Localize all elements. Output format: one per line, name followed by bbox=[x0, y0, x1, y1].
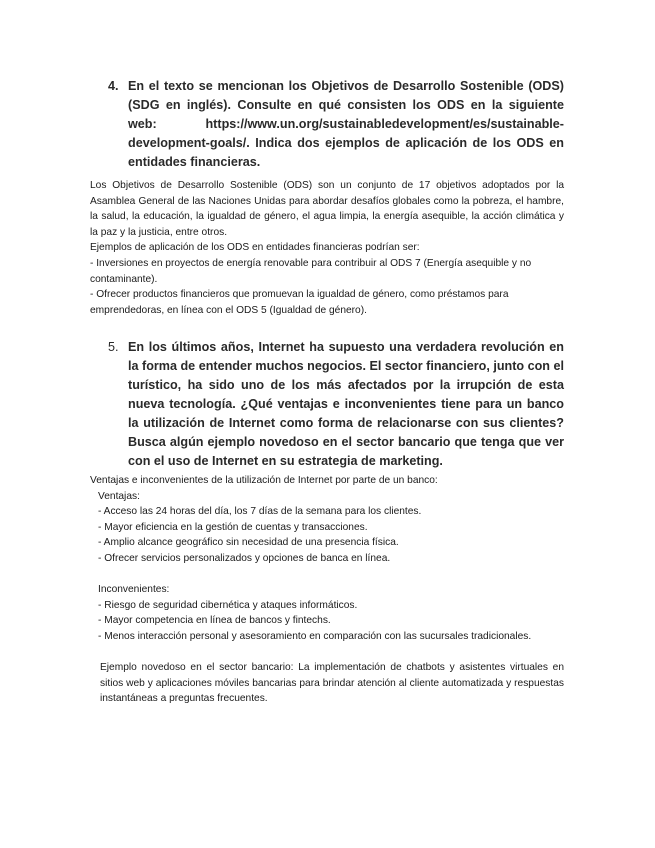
answer-5 bbox=[90, 473, 564, 707]
question-4-number: 4. bbox=[108, 79, 119, 93]
question-4 bbox=[108, 77, 564, 172]
question-5-number: 5. bbox=[108, 340, 119, 354]
answer-4-example-2: - Ofrecer productos financieros que promuevan la igualdad de género, como préstamos para emprendedoras, en línea con el ODS 5 (Igualdad de género). bbox=[90, 289, 509, 316]
disadvantage-item: - Riesgo de seguridad cibernética y ataques informáticos. bbox=[98, 599, 358, 611]
advantage-item: - Mayor eficiencia en la gestión de cuentas y transacciones. bbox=[98, 521, 368, 533]
spacer bbox=[90, 567, 564, 583]
advantage-item: - Amplio alcance geográfico sin necesidad de una presencia física. bbox=[98, 537, 399, 549]
answer-4-intro: Los Objetivos de Desarrollo Sostenible (ODS) son un conjunto de 17 objetivos adoptados por la Asamblea General de las Naciones Unidas para abordar desafíos globales como la pobreza, el hambre, la salud, la educación, la igualdad de género, el agua limpia, la energía asequible, la acción climática y la paz y la justicia, entre otros. bbox=[90, 180, 564, 238]
disadvantages-title: Inconvenientes: bbox=[98, 584, 170, 596]
question-5 bbox=[108, 338, 564, 471]
question-4-text: En el texto se mencionan los Objetivos de Desarrollo Sostenible (ODS) (SDG en inglés). Consulte en qué consisten los ODS en la siguiente web: https://www.un.org/sustainabledevelopment/es/sustainable-development-goals/. Indica dos ejemplos de aplicación de los ODS en entidades financieras. bbox=[128, 79, 564, 169]
spacer bbox=[90, 645, 564, 661]
advantage-item: - Acceso las 24 horas del día, los 7 días de la semana para los clientes. bbox=[98, 506, 422, 518]
advantage-item: - Ofrecer servicios personalizados y opciones de banca en línea. bbox=[98, 552, 391, 564]
question-5-text: En los últimos años, Internet ha supuesto una verdadera revolución en la forma de entender muchos negocios. El sector financiero, junto con el turístico, ha sido uno de los más afectados por la irrupción de esta nueva tecnología. ¿Qué ventajas e inconvenientes tiene para un banco la utilización de Internet como forma de relacionarse con sus clientes? Busca algún ejemplo novedoso en el sector bancario que tenga que ver con el uso de Internet en su estrategia de marketing. bbox=[128, 340, 564, 468]
answer-4-example-1: - Inversiones en proyectos de energía renovable para contribuir al ODS 7 (Energía asequible y no contaminante). bbox=[90, 257, 532, 285]
disadvantage-item: - Mayor competencia en línea de bancos y fintechs. bbox=[98, 615, 331, 627]
advantages-title: Ventajas: bbox=[98, 490, 140, 502]
answer-4 bbox=[90, 178, 564, 318]
answer-4-examples-title: Ejemplos de aplicación de los ODS en entidades financieras podrían ser: bbox=[90, 242, 420, 254]
answer-5-example: Ejemplo novedoso en el sector bancario: La implementación de chatbots y asistentes virtuales en sitios web y aplicaciones móviles bancarias para brindar atención al cliente automatizada y respuestas instantáneas a preguntas frecuentes. bbox=[100, 662, 564, 705]
disadvantage-item: - Menos interacción personal y asesoramiento en comparación con las sucursales tradicionales. bbox=[98, 630, 532, 642]
answer-5-title: Ventajas e inconvenientes de la utilización de Internet por parte de un banco: bbox=[90, 475, 438, 486]
